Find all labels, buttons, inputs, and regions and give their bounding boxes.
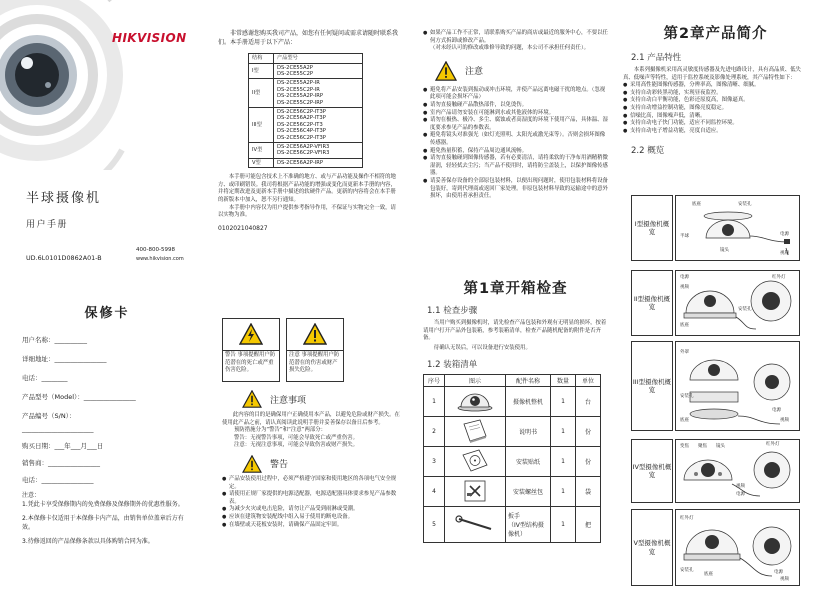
table-row (424, 477, 601, 507)
diagram-label: 电源 (680, 275, 689, 280)
form-field: 电话：________ (22, 374, 68, 382)
diagram-label: 视频 (780, 251, 789, 256)
warning-item: ● 请使用正规厂家提供的电源适配器，电源适配器具体要求参见产品参数表。 (222, 491, 402, 506)
intro-paragraph: 非常感谢您购买我司产品，如您有任何疑问或需求请随时联系我们。本手册适用于以下产品： (218, 30, 399, 46)
screw-bag-icon (462, 478, 488, 504)
model-table (248, 53, 363, 168)
item-name: 摄像机整机 (506, 387, 551, 417)
overview-diagram (675, 509, 800, 586)
diagram-label: 安装孔 (738, 307, 752, 312)
item-unit: 把 (576, 507, 601, 543)
item-name: 说明书 (506, 417, 551, 447)
notes-line: 注意：无视注意事项，可能会导致伤害或财产损失。 (234, 442, 358, 449)
item-name: 扳手 （IV型结构摄像机） (506, 507, 551, 543)
packing-table-header: 序号 (424, 375, 445, 387)
packing-table (423, 374, 601, 543)
section-paragraph: 本系列摄像机采用高灵敏度传感器及先进电路设计，具有高品质、低失真、低噪声等特性，适用于监控系统及影像处理系统，其产品特性如下： (623, 67, 801, 81)
model-type: IV型 (249, 143, 274, 159)
caution-item: ● 请勿在极热、极冷、多尘、腐蚀或者高湿度的环境下使用产品，具体温、湿度要求参见产品的参数表。 (423, 117, 608, 132)
packing-table-header: 单位 (576, 375, 601, 387)
form-field: 详细地址：________________ (22, 355, 107, 363)
diagram-label: 外罩 (680, 350, 689, 355)
diagram-label: 视频 (780, 418, 789, 423)
dome-camera-icon (456, 389, 494, 413)
item-qty: 1 (551, 477, 576, 507)
warning-box (222, 318, 402, 382)
model-table-header: 结构 (249, 54, 274, 63)
diagram-label: 安装孔 (680, 394, 694, 399)
model-type: V型 (249, 158, 274, 167)
cover-title: 半球摄像机 (26, 191, 102, 206)
item-qty: 1 (551, 417, 576, 447)
caution-triangle-icon (242, 390, 262, 408)
diagram-label: 电源 (736, 492, 745, 497)
form-field: 产品型号（Model）：________________ (22, 393, 136, 401)
intro-paragraph: 本手册可能包含技术上不准确的地方、或与产品功能及操作不相符的地方、或印刷错误。我司将根据产品功能的增强或变化而更新本手册的内容，并将定期改进及更新本手册中描述的软硬件产品。更新的内容将会在本手册的新版本中加入，恕不另行通知。 (218, 174, 396, 204)
overview-stack (631, 195, 801, 590)
overview-type-label: III型摄像机概览 (631, 341, 673, 431)
diagram-label: 视频 (680, 285, 689, 290)
section-heading: 1.1 检查步骤 (427, 306, 478, 316)
diagram-label: 聚焦 (698, 444, 707, 449)
item-unit: 袋 (576, 477, 601, 507)
packing-table-header: 配件名称 (506, 375, 551, 387)
diagram-label: 底座 (680, 418, 689, 423)
diagram-label: 半球 (680, 234, 689, 239)
section-heading: 1.2 装箱清单 (427, 360, 478, 371)
intro-panel (218, 30, 398, 233)
chapter1-title: 第1章开箱检查 (463, 281, 568, 297)
doc-number: 0102021040827 (218, 224, 268, 232)
row-number: 3 (424, 447, 445, 477)
diagram-label: 安装孔 (738, 202, 752, 207)
form-field: 购买日期：___年___月___日 (22, 442, 104, 450)
form-field: 产品编号（S/N）： (22, 412, 76, 420)
item-unit: 份 (576, 447, 601, 477)
overview-type-label: II型摄像机概览 (631, 270, 673, 336)
model-list: DS-2CE56A2P-IRP (274, 158, 363, 167)
chapter2-title: 第2章产品简介 (663, 26, 768, 42)
notes-line: 预防措施分为“警告”和“注意”两部分： (234, 427, 327, 434)
warranty-note: 注意： (22, 492, 41, 499)
overview-type-label: IV型摄像机概览 (631, 439, 673, 503)
feature-item: ● 支持自动电子快门功能，适应不同监控环境。 (623, 120, 808, 128)
warning-item: ● 产品安装使用过程中，必须严格遵守国家和使用地区的各项电气安全规定。 (222, 476, 402, 491)
overview-diagram (675, 270, 800, 336)
feature-item: ● 信噪比高，图像噪声低，清晰。 (623, 113, 808, 121)
table-row (424, 417, 601, 447)
caution-item: ● 室内产品请勿安装在可能淋到水或其他液体的环境。 (423, 110, 608, 118)
diagram-label: 红外灯 (680, 516, 694, 521)
caution-item: ● 请妥善保存设备的全部原包装材料，以便出现问题时，使用包装材料将设备包装好，寄到代理商或返回厂家处理。非原包装材料导致的运输途中的意外损坏，由使用者承担责任。 (423, 178, 608, 201)
brand-logo: HIKVISION (112, 31, 187, 45)
form-field: 用户名称：__________ (22, 336, 87, 344)
chapter2-panel (623, 22, 808, 156)
form-field: ______________________ (22, 425, 94, 433)
diagram-label: 视频 (736, 484, 745, 489)
section-paragraph: 待确认无误后，可以设备进行安装使用。 (433, 344, 531, 351)
table-row (424, 447, 601, 477)
doc-code: UD.6L0101D0862A01-B (26, 254, 102, 262)
caution-item: ● 避免热量积蓄，保持产品周边通风流畅。 (423, 148, 608, 156)
overview-type-label: V型摄像机概览 (631, 509, 673, 586)
caution-panel (423, 30, 608, 201)
section-heading: 2.2 概览 (631, 146, 665, 157)
model-type: I型 (249, 63, 274, 79)
feature-item: ● 支持自动增益控制功能，图像亮度稳定。 (623, 105, 808, 113)
diagram-label: 安装孔 (680, 568, 694, 573)
model-type: III型 (249, 108, 274, 143)
manual-icon (460, 418, 490, 444)
website: www.hikvision.com (136, 256, 184, 262)
feature-item: ● 采用高性能图像传感器，分辨率高，图像清晰、细腻。 (623, 82, 808, 90)
caution-item: （对未经认可的修改或维修导致的问题，本公司不承担任何责任）。 (430, 45, 590, 52)
diagram-label: 底座 (680, 323, 689, 328)
row-number: 2 (424, 417, 445, 447)
warning-box-text: 警告 事项提醒用户防范潜在的死亡或严重伤害危险。 (223, 350, 279, 376)
caution-item: ● 如果产品工作不正常，请联系购买产品的商店或最近的服务中心，不要以任何方式拆卸或修改产品。 (423, 30, 608, 45)
feature-item: ● 支持自动彩转黑功能，实现昼夜监控。 (623, 90, 808, 98)
model-list: DS-2CE56A2P-VFIR3 DS-2CE56C2P-VFIR3 (274, 143, 363, 159)
warranty-note: 3.待修返回的产品保修条款以具体购销合同为准。 (22, 538, 154, 546)
packing-table-header: 数量 (551, 375, 576, 387)
form-field: 销售商：________________ (22, 459, 100, 467)
notes-heading: 注意事项 (270, 395, 307, 406)
model-list: DS-2CE56C2P-IT3P DS-2CE56A2P-IT3P DS-2CE56C2P-IT3 DS-2CE56C4P-IT3P DS-2CE56C2P-IT3P (274, 108, 363, 143)
model-type: II型 (249, 79, 274, 108)
wrench-icon (453, 514, 497, 534)
table-row (424, 387, 601, 417)
item-name: 安装贴纸 (506, 447, 551, 477)
diagram-label: 镜头 (716, 444, 725, 449)
warranty-panel (22, 298, 192, 547)
diagram-label: 底座 (704, 572, 713, 577)
diagram-label: 视频 (780, 577, 789, 582)
feature-item: ● 支持自动电子增益功能，亮度自适应。 (623, 128, 808, 136)
section-heading: 2.1 产品特性 (631, 53, 682, 63)
diagram-label: 电源 (780, 232, 789, 237)
form-field: 电话：________________ (22, 476, 94, 484)
sticker-icon (460, 448, 490, 474)
item-unit: 份 (576, 417, 601, 447)
diagram-label: 电源 (774, 570, 783, 575)
item-unit: 台 (576, 387, 601, 417)
caution-heading: 注意 (465, 67, 484, 78)
caution-triangle-icon (242, 455, 262, 473)
feature-item: ● 支持自动白平衡功能，色彩还原度高，图像逼真。 (623, 97, 808, 105)
caution-item: ● 避免将镜头对准强光（如灯光照明、太阳光或激光束等）。否则会损坏图像传感器。 (423, 132, 608, 147)
caution-item: ● 请勿直接触碰产品散热部件，以免烫伤。 (423, 102, 608, 110)
caution-item: ● 请勿直接触碰到图像传感器，若有必要清洁，请将柔软的干净布用酒精稍微湿润，轻轻拭去尘污；当产品不使用时，请将防尘盖装上，以保护图像传感器。 (423, 155, 608, 178)
intro-paragraph: 本手册中内容仅为用户提供参考指导作用，不保证与实物完全一致，请以实物为准。 (218, 204, 396, 219)
caution-triangle-icon (435, 61, 457, 81)
safety-panel (222, 318, 402, 529)
model-table-header: 产品型号 (274, 54, 363, 63)
warning-item: ● 在墙壁或天花板安装时，请确保产品固定牢固。 (222, 522, 402, 530)
item-name: 安装螺丝包 (506, 477, 551, 507)
caution-box-text: 注意 事项提醒用户防范潜在的伤害或财产损失危险。 (287, 350, 343, 376)
overview-diagram (675, 341, 800, 431)
section-paragraph: 当用户购买到摄像机时，请先检查产品包装和外观有无明显的损坏，按着请用户打开产品外包装箱，参考装箱清单，检查产品随机配备的附件是否齐备。 (423, 320, 607, 342)
diagram-label: 底座 (692, 202, 701, 207)
item-qty: 1 (551, 387, 576, 417)
row-number: 5 (424, 507, 445, 543)
electric-hazard-icon (239, 323, 263, 345)
diagram-label: 变焦 (680, 444, 689, 449)
table-row (424, 507, 601, 543)
diagram-label: 红外灯 (766, 442, 780, 447)
warranty-title: 保修卡 (84, 306, 130, 321)
cover-subtitle: 用户手册 (26, 220, 69, 230)
diagram-label: 红外灯 (772, 275, 786, 280)
dome-camera-iii-icon (676, 342, 799, 430)
caution-triangle-icon (303, 323, 327, 345)
caution-item: ● 避免将产品安装到振动或冲击环境，并使产品远离电磁干扰的地点。（忽视此项可能会损坏产品） (423, 87, 608, 102)
chapter1-panel (423, 277, 608, 543)
lens-graphic-icon (0, 0, 132, 170)
model-list: DS-2CE55A2P-IR DS-2CE55C2P-IR DS-2CE55A2P-IRP DS-2CE55C2P-IRP (274, 79, 363, 108)
warning-item: ● 应该在建筑物安装配线中组入易于使用的断电设备。 (222, 514, 402, 522)
notes-line: 警告：无视警告事项，可能会导致死亡或严重伤害。 (234, 434, 358, 441)
warning-heading: 警告 (270, 460, 289, 471)
model-list: DS-2CE55A2P DS-2CE55C2P (274, 63, 363, 79)
item-qty: 1 (551, 447, 576, 477)
hotline-number: 400-800-5998 (136, 247, 175, 253)
diagram-label: 镜头 (720, 248, 729, 253)
notes-paragraph: 此内容的目的是确保用户正确使用本产品，以避免危险或财产损失。在使用此产品之前，请认真阅读此说明手册并妥善保存以备日后参考。 (222, 412, 400, 426)
overview-diagram (675, 195, 800, 261)
overview-diagram (675, 439, 800, 503)
warranty-note: 1.凭此卡享受保修期内的免费保修及保修期外的优惠性服务。 (22, 500, 184, 508)
row-number: 4 (424, 477, 445, 507)
diagram-label: 电源 (772, 408, 781, 413)
item-qty: 1 (551, 507, 576, 543)
warning-item: ● 为减少火灾或电击危险，请勿让产品受到雨淋或受潮。 (222, 506, 402, 514)
warranty-note: 2.本保修卡仅适用于本保修卡内产品，由销售单位盖章后方有效。 (22, 515, 184, 531)
packing-table-header: 图示 (445, 375, 506, 387)
overview-type-label: I型摄像机概览 (631, 195, 673, 261)
cover-panel (0, 0, 205, 297)
row-number: 1 (424, 387, 445, 417)
